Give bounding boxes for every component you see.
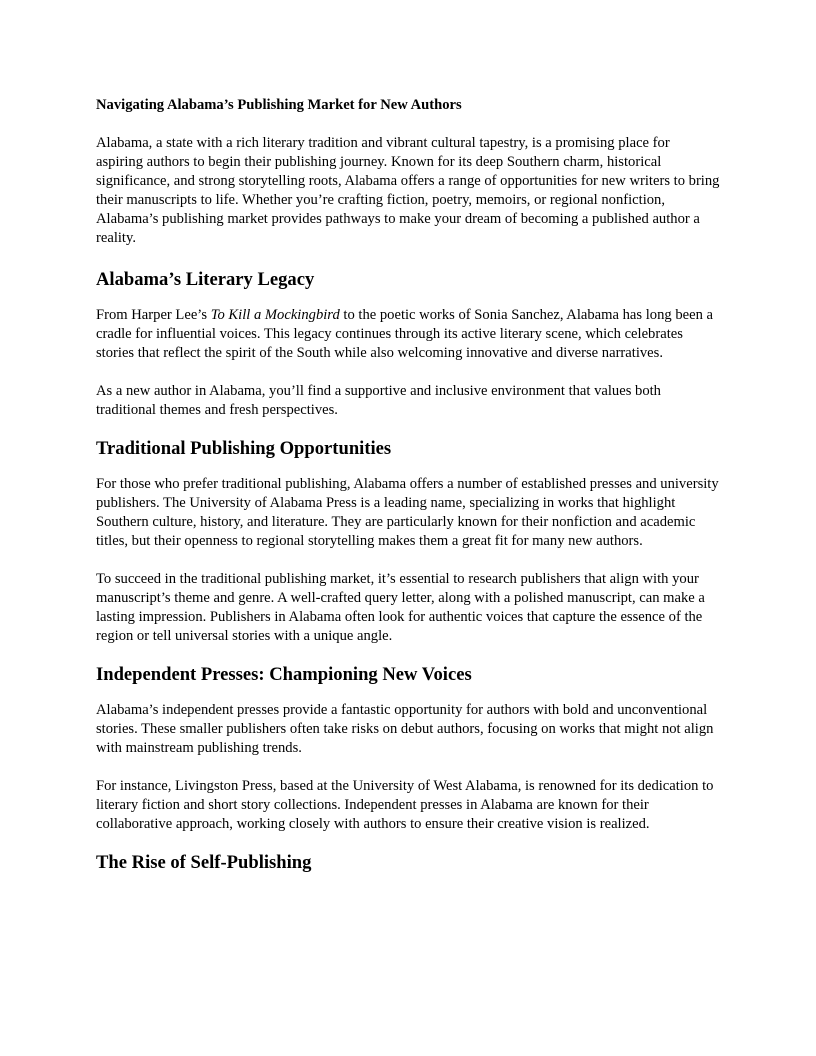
section-heading-independent-presses: Independent Presses: Championing New Voices <box>96 664 472 685</box>
traditional-publishing-paragraph-2: To succeed in the traditional publishing market, it’s essential to research publishers that align with your manuscript’s theme and genre. A well-crafted query letter, along with a polished manuscript, can make a lasting impression. Publishers in Alabama often look for authentic voices that capture the essence of the region or tell universal stories with a unique angle. <box>96 571 705 644</box>
text-run: From Harper Lee’s <box>96 307 211 323</box>
traditional-publishing-paragraph-1: For those who prefer traditional publishing, Alabama offers a number of established presses and university publishers. The University of Alabama Press is a leading name, specializing in works that highlight Southern culture, history, and literature. They are particularly known for their nonfiction and academic titles, but their openness to regional storytelling makes them a great fit for many new authors. <box>96 476 719 549</box>
document-title: Navigating Alabama’s Publishing Market for New Authors <box>96 97 462 113</box>
intro-paragraph: Alabama, a state with a rich literary tradition and vibrant cultural tapestry, is a promising place for aspiring authors to begin their publishing journey. Known for its deep Southern charm, historical significance, and strong storytelling roots, Alabama offers a range of opportunities for new writers to bring their manuscripts to life. Whether you’re crafting fiction, poetry, memoirs, or regional nonfiction, Alabama’s publishing market provides pathways to make your dream of becoming a published author a reality. <box>96 135 720 246</box>
book-title-italic: To Kill a Mockingbird <box>210 307 340 323</box>
literary-legacy-paragraph-2: As a new author in Alabama, you’ll find a supportive and inclusive environment that values both traditional themes and fresh perspectives. <box>96 383 661 418</box>
text-run: to the poetic works of Sonia Sanchez, Alabama has long been a cradle for influential voices. This legacy continues through its active literary scene, which celebrates stories that reflect the spirit of the South while also welcoming innovative and diverse narratives. <box>96 307 714 361</box>
section-heading-literary-legacy: Alabama’s Literary Legacy <box>96 269 315 290</box>
section-heading-traditional-publishing: Traditional Publishing Opportunities <box>96 438 392 459</box>
independent-presses-paragraph-2: For instance, Livingston Press, based at the University of West Alabama, is renowned for its dedication to literary fiction and short story collections. Independent presses in Alabama are known for their collaborative approach, working closely with authors to ensure their creative vision is realized. <box>96 778 714 832</box>
literary-legacy-paragraph-1 <box>96 306 720 363</box>
document-page <box>96 96 720 889</box>
section-heading-self-publishing: The Rise of Self-Publishing <box>96 852 312 873</box>
independent-presses-paragraph-1: Alabama’s independent presses provide a fantastic opportunity for authors with bold and unconventional stories. These smaller publishers often take risks on debut authors, focusing on works that might not align with mainstream publishing trends. <box>96 702 714 756</box>
